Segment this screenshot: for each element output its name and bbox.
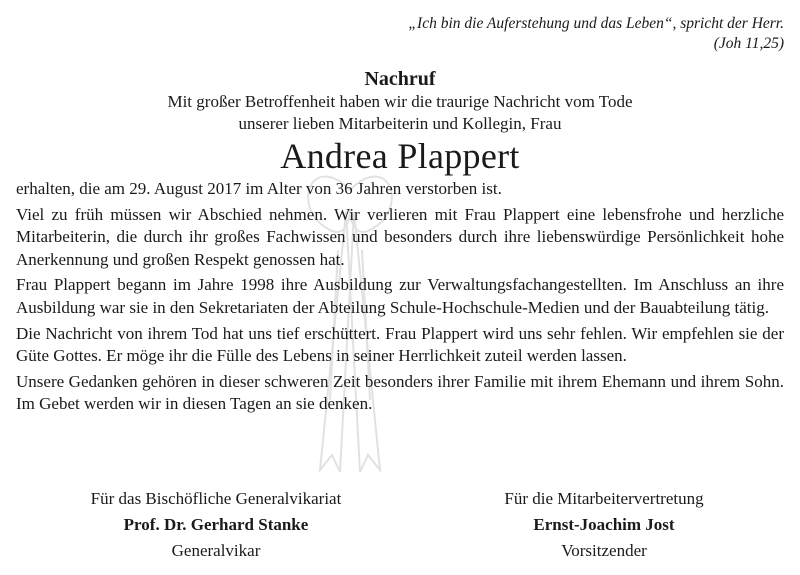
deceased-name: Andrea Plappert <box>280 136 520 176</box>
signature-left-role: Generalvikar <box>171 541 261 560</box>
signature-right-role: Vorsitzender <box>561 541 647 560</box>
verse-reference: (Joh 11,25) <box>713 35 784 52</box>
intro-line-2: unserer lieben Mitarbeiterin und Kollegin, Frau <box>238 114 562 133</box>
signatures <box>16 486 784 571</box>
signature-left-org: Für das Bischöfliche Generalvikariat <box>90 489 342 508</box>
obituary <box>16 0 784 416</box>
intro-line-1: Mit großer Betroffenheit haben wir die traurige Nachricht vom Tode <box>167 92 633 111</box>
signature-left-name: Prof. Dr. Gerhard Stanke <box>123 515 309 534</box>
paragraph-5: Unsere Gedanken gehören in dieser schweren Zeit besonders ihrer Familie mit ihrem Ehemann und ihrem Sohn. Im Gebet werden wir in diesen Tagen an sie denken. <box>16 371 784 414</box>
bible-verse <box>16 14 784 54</box>
signature-left <box>16 486 416 564</box>
signature-right-org: Für die Mitarbeitervertretung <box>504 489 704 508</box>
verse-quote: „Ich bin die Auferstehung und das Leben“, spricht der Herr. <box>408 15 784 32</box>
paragraph-3: Frau Plappert begann im Jahre 1998 ihre Ausbildung zur Verwaltungsfachangestellten. Im Anschluss an ihre Ausbildung war sie in den Sekretariaten der Abteilung Schule-Hochschule-Medien und der Bauabteilung tätig. <box>16 275 784 317</box>
signature-right-name: Ernst-Joachim Jost <box>533 515 675 534</box>
paragraph-2: Viel zu früh müssen wir Abschied nehmen. Wir verlieren mit Frau Plappert eine lebensfrohe und herzliche Mitarbeiterin, die durch ihr großes Fachwissen und besonders durch ihre liebenswürdige Persönlichkeit hohe Anerkennung und großen Respekt genossen hat. <box>16 204 784 269</box>
paragraph-1: erhalten, die am 29. August 2017 im Alter von 36 Jahren verstorben ist. <box>16 179 502 198</box>
paragraph-4: Die Nachricht von ihrem Tod hat uns tief erschüttert. Frau Plappert wird uns sehr fehlen. Wir empfehlen sie der Güte Gottes. Er möge ihr die Fülle des Lebens in seiner Herrlichkeit zuteil werden lassen. <box>16 323 784 366</box>
signature-right <box>404 486 800 564</box>
page-title: Nachruf <box>364 68 436 90</box>
